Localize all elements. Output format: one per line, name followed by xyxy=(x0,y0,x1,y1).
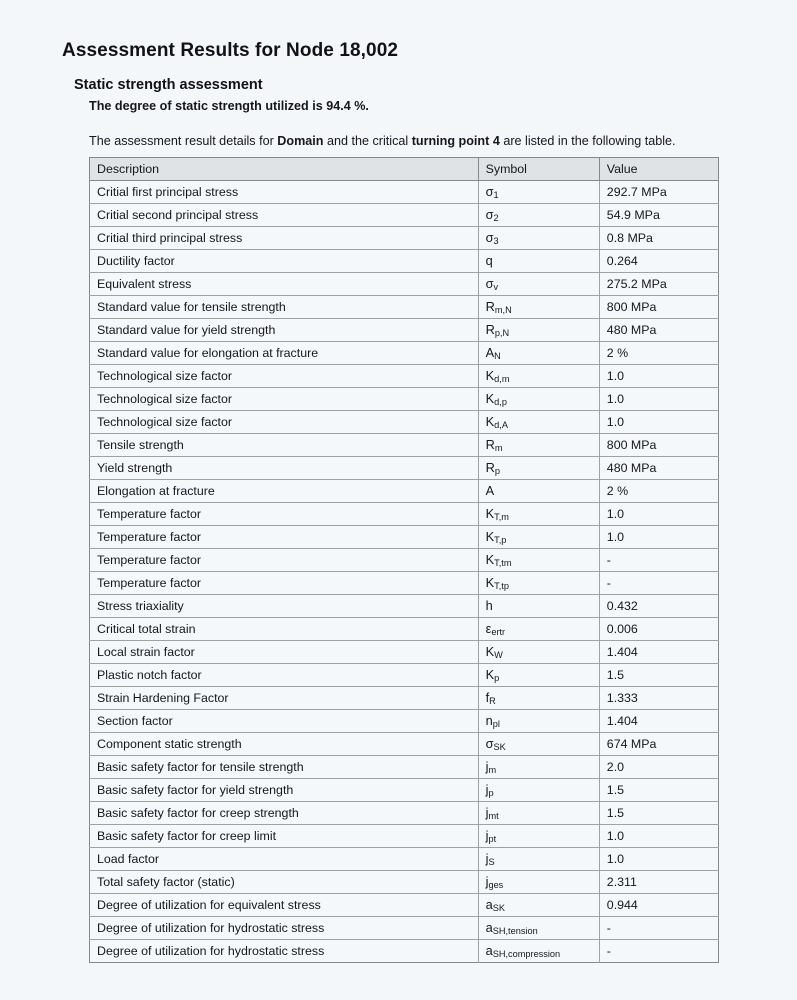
cell-description: Elongation at fracture xyxy=(90,480,479,503)
cell-value: 1.0 xyxy=(599,848,718,871)
cell-description: Local strain factor xyxy=(90,641,479,664)
symbol-base: $R_{m,N}$ xyxy=(485,298,512,316)
cell-description: Total safety factor (static) xyxy=(90,871,479,894)
cell-symbol xyxy=(478,549,599,572)
symbol-base: $a_{SK}$ xyxy=(485,896,505,914)
cell-value: 1.5 xyxy=(599,779,718,802)
cell-symbol xyxy=(478,342,599,365)
cell-value: 1.333 xyxy=(599,687,718,710)
table-row xyxy=(90,687,719,710)
cell-value: 1.5 xyxy=(599,664,718,687)
symbol-subscript: T,p xyxy=(494,535,507,546)
symbol-base: $K_{T,tp}$ xyxy=(485,574,509,592)
symbol-base: $K_{d,m}$ xyxy=(485,367,510,385)
cell-description: Degree of utilization for equivalent stress xyxy=(90,894,479,917)
cell-value: 1.404 xyxy=(599,710,718,733)
table-row xyxy=(90,411,719,434)
cell-description: Equivalent stress xyxy=(90,273,479,296)
cell-symbol xyxy=(478,664,599,687)
cell-value: - xyxy=(599,549,718,572)
cell-symbol xyxy=(478,296,599,319)
cell-value: 2.311 xyxy=(599,871,718,894)
cell-symbol xyxy=(478,273,599,296)
symbol-base: $\sigma_2$ xyxy=(485,206,499,224)
symbol-base: $a_{SH,compression}$ xyxy=(485,942,561,960)
cell-symbol xyxy=(478,204,599,227)
cell-value: 1.5 xyxy=(599,802,718,825)
cell-value: 674 MPa xyxy=(599,733,718,756)
cell-symbol xyxy=(478,181,599,204)
cell-description: Basic safety factor for creep limit xyxy=(90,825,479,848)
symbol-base: $j_{ges}$ xyxy=(485,873,504,891)
cell-symbol xyxy=(478,595,599,618)
cell-symbol xyxy=(478,388,599,411)
table-row xyxy=(90,825,719,848)
symbol-base: $K_{T,m}$ xyxy=(485,505,509,523)
symbol-base: $\varepsilon_{ertr}$ xyxy=(485,620,506,638)
cell-value: 0.944 xyxy=(599,894,718,917)
symbol-subscript: p xyxy=(494,466,500,477)
symbol-subscript: 2 xyxy=(493,213,499,224)
symbol-subscript: ges xyxy=(488,880,504,891)
symbol-subscript: p xyxy=(488,788,494,799)
cell-symbol xyxy=(478,480,599,503)
cell-symbol xyxy=(478,572,599,595)
cell-symbol xyxy=(478,733,599,756)
symbol-base: $j_{pt}$ xyxy=(485,827,497,845)
cell-description: Critial second principal stress xyxy=(90,204,479,227)
symbol-base: $A_N$ xyxy=(485,344,501,362)
symbol-base: $n_{pl}$ xyxy=(485,712,500,730)
cell-symbol xyxy=(478,457,599,480)
symbol-base: $K_p$ xyxy=(485,666,500,684)
table-row xyxy=(90,664,719,687)
table-row xyxy=(90,273,719,296)
cell-description: Critial first principal stress xyxy=(90,181,479,204)
table-row xyxy=(90,457,719,480)
symbol-base: A xyxy=(485,482,495,498)
symbol-base: $j_S$ xyxy=(485,850,495,868)
cell-symbol xyxy=(478,641,599,664)
cell-description: Standard value for yield strength xyxy=(90,319,479,342)
cell-value: 1.0 xyxy=(599,503,718,526)
symbol-base: $K_{T,tm}$ xyxy=(485,551,512,569)
cell-description: Temperature factor xyxy=(90,503,479,526)
symbol-subscript: SH,compression xyxy=(492,949,561,960)
utilization-summary-text: The degree of static strength utilized is 94.4 %. xyxy=(89,99,369,113)
page-title: Assessment Results for Node 18,002 xyxy=(62,40,399,61)
intro-domain-label: Domain xyxy=(277,134,324,148)
cell-description: Critical total strain xyxy=(90,618,479,641)
symbol-subscript: m xyxy=(488,765,497,776)
table-row xyxy=(90,296,719,319)
symbol-base: $\sigma_v$ xyxy=(485,275,499,293)
table-row xyxy=(90,572,719,595)
cell-symbol xyxy=(478,871,599,894)
cell-symbol xyxy=(478,756,599,779)
column-header-description: Description xyxy=(90,158,479,181)
cell-value: - xyxy=(599,572,718,595)
intro-turning-point-label: turning point 4 xyxy=(411,134,500,148)
symbol-subscript: m,N xyxy=(494,305,512,316)
cell-symbol xyxy=(478,917,599,940)
intro-part-1: The assessment result details for xyxy=(89,134,278,148)
symbol-base: $a_{SH,tension}$ xyxy=(485,919,538,937)
cell-description: Load factor xyxy=(90,848,479,871)
column-header-value: Value xyxy=(599,158,718,181)
table-row xyxy=(90,549,719,572)
table-header-row xyxy=(90,158,719,181)
symbol-base: $\sigma_{SK}$ xyxy=(485,735,506,753)
table-row xyxy=(90,227,719,250)
table-row xyxy=(90,710,719,733)
cell-value: 0.432 xyxy=(599,595,718,618)
table-row xyxy=(90,204,719,227)
table-row xyxy=(90,365,719,388)
cell-value: 1.0 xyxy=(599,388,718,411)
symbol-base: $K_{d,p}$ xyxy=(485,390,507,408)
cell-symbol xyxy=(478,802,599,825)
table-row xyxy=(90,917,719,940)
symbol-base: $K_{T,p}$ xyxy=(485,528,507,546)
cell-description: Strain Hardening Factor xyxy=(90,687,479,710)
symbol-base: h xyxy=(485,597,493,613)
cell-symbol xyxy=(478,894,599,917)
symbol-subscript: pl xyxy=(492,719,500,730)
table-row xyxy=(90,641,719,664)
symbol-subscript: SK xyxy=(492,903,505,914)
intro-part-2: and the critical xyxy=(323,134,412,148)
symbol-base: $\sigma_1$ xyxy=(485,183,499,201)
cell-symbol xyxy=(478,687,599,710)
cell-value: 292.7 MPa xyxy=(599,181,718,204)
symbol-subscript: SH,tension xyxy=(492,926,538,937)
assessment-results-table xyxy=(89,157,719,963)
symbol-subscript: SK xyxy=(493,742,506,753)
table-row xyxy=(90,756,719,779)
cell-value: 480 MPa xyxy=(599,457,718,480)
cell-value: 800 MPa xyxy=(599,434,718,457)
cell-value: 1.0 xyxy=(599,411,718,434)
cell-description: Degree of utilization for hydrostatic stress xyxy=(90,917,479,940)
cell-description: Basic safety factor for tensile strength xyxy=(90,756,479,779)
cell-value: - xyxy=(599,940,718,963)
section-heading: Static strength assessment xyxy=(74,77,263,93)
cell-symbol xyxy=(478,940,599,963)
symbol-subscript: mt xyxy=(488,811,499,822)
cell-description: Temperature factor xyxy=(90,572,479,595)
cell-description: Basic safety factor for creep strength xyxy=(90,802,479,825)
table-row xyxy=(90,618,719,641)
cell-description: Standard value for tensile strength xyxy=(90,296,479,319)
cell-value: 2 % xyxy=(599,480,718,503)
table-row xyxy=(90,526,719,549)
cell-description: Technological size factor xyxy=(90,411,479,434)
symbol-subscript: 3 xyxy=(493,236,499,247)
intro-part-3: are listed in the following table. xyxy=(499,134,676,148)
table-row xyxy=(90,480,719,503)
cell-description: Ductility factor xyxy=(90,250,479,273)
table-row xyxy=(90,319,719,342)
symbol-subscript: p,N xyxy=(494,328,510,339)
cell-description: Yield strength xyxy=(90,457,479,480)
cell-symbol xyxy=(478,618,599,641)
cell-description: Critial third principal stress xyxy=(90,227,479,250)
symbol-base: $K_{d,A}$ xyxy=(485,413,508,431)
symbol-base: $j_p$ xyxy=(485,781,494,799)
symbol-base: $j_{mt}$ xyxy=(485,804,499,822)
table-row xyxy=(90,595,719,618)
symbol-subscript: W xyxy=(494,650,503,661)
cell-description: Temperature factor xyxy=(90,526,479,549)
symbol-subscript: d,p xyxy=(494,397,507,408)
cell-symbol xyxy=(478,365,599,388)
table-header xyxy=(90,158,719,181)
cell-description: Section factor xyxy=(90,710,479,733)
symbol-subscript: R xyxy=(489,696,496,707)
cell-description: Degree of utilization for hydrostatic stress xyxy=(90,940,479,963)
cell-value: 0.006 xyxy=(599,618,718,641)
table-intro-text xyxy=(89,134,676,148)
cell-description: Technological size factor xyxy=(90,365,479,388)
cell-value: 1.0 xyxy=(599,526,718,549)
symbol-subscript: m xyxy=(494,443,503,454)
symbol-base: $f_R$ xyxy=(485,689,496,707)
symbol-subscript: d,m xyxy=(494,374,510,385)
table-row xyxy=(90,848,719,871)
symbol-base: $\sigma_3$ xyxy=(485,229,499,247)
symbol-subscript: pt xyxy=(488,834,497,845)
cell-value: 1.404 xyxy=(599,641,718,664)
cell-value: 800 MPa xyxy=(599,296,718,319)
symbol-subscript: v xyxy=(493,282,499,293)
cell-value: 275.2 MPa xyxy=(599,273,718,296)
table-row xyxy=(90,779,719,802)
cell-value: 2 % xyxy=(599,342,718,365)
symbol-base: $R_m$ xyxy=(485,436,503,454)
cell-description: Basic safety factor for yield strength xyxy=(90,779,479,802)
symbol-subscript: N xyxy=(494,351,501,362)
cell-value: 54.9 MPa xyxy=(599,204,718,227)
symbol-subscript: T,tp xyxy=(494,581,509,592)
symbol-base: $R_p$ xyxy=(485,459,500,477)
symbol-base: $R_{p,N}$ xyxy=(485,321,510,339)
symbol-subscript: 1 xyxy=(493,190,499,201)
cell-description: Standard value for elongation at fracture xyxy=(90,342,479,365)
table-row xyxy=(90,940,719,963)
cell-description: Temperature factor xyxy=(90,549,479,572)
symbol-subscript: T,m xyxy=(494,512,509,523)
symbol-subscript: T,tm xyxy=(494,558,512,569)
cell-symbol xyxy=(478,319,599,342)
assessment-results-table-wrapper xyxy=(89,157,719,963)
table-row xyxy=(90,342,719,365)
symbol-base: q xyxy=(485,252,493,268)
cell-symbol xyxy=(478,710,599,733)
cell-description: Tensile strength xyxy=(90,434,479,457)
table-row xyxy=(90,733,719,756)
symbol-subscript: d,A xyxy=(494,420,508,431)
table-row xyxy=(90,802,719,825)
table-body xyxy=(90,181,719,963)
cell-symbol xyxy=(478,503,599,526)
cell-description: Technological size factor xyxy=(90,388,479,411)
cell-value: 480 MPa xyxy=(599,319,718,342)
cell-symbol xyxy=(478,434,599,457)
symbol-subscript: S xyxy=(488,857,495,868)
cell-value: 2.0 xyxy=(599,756,718,779)
table-row xyxy=(90,871,719,894)
cell-value: 1.0 xyxy=(599,365,718,388)
table-row xyxy=(90,181,719,204)
cell-description: Plastic notch factor xyxy=(90,664,479,687)
table-row xyxy=(90,388,719,411)
symbol-base: $K_W$ xyxy=(485,643,503,661)
cell-value: 0.8 MPa xyxy=(599,227,718,250)
table-row xyxy=(90,250,719,273)
table-row xyxy=(90,434,719,457)
cell-symbol xyxy=(478,526,599,549)
cell-symbol xyxy=(478,848,599,871)
cell-description: Component static strength xyxy=(90,733,479,756)
table-row xyxy=(90,894,719,917)
symbol-subscript: ertr xyxy=(491,627,506,638)
cell-symbol xyxy=(478,411,599,434)
cell-symbol xyxy=(478,825,599,848)
cell-value: 1.0 xyxy=(599,825,718,848)
symbol-base: $j_m$ xyxy=(485,758,497,776)
table-row xyxy=(90,503,719,526)
cell-symbol xyxy=(478,779,599,802)
cell-value: 0.264 xyxy=(599,250,718,273)
cell-symbol xyxy=(478,250,599,273)
symbol-subscript: p xyxy=(494,673,500,684)
column-header-symbol: Symbol xyxy=(478,158,599,181)
cell-symbol xyxy=(478,227,599,250)
cell-description: Stress triaxiality xyxy=(90,595,479,618)
cell-value: - xyxy=(599,917,718,940)
